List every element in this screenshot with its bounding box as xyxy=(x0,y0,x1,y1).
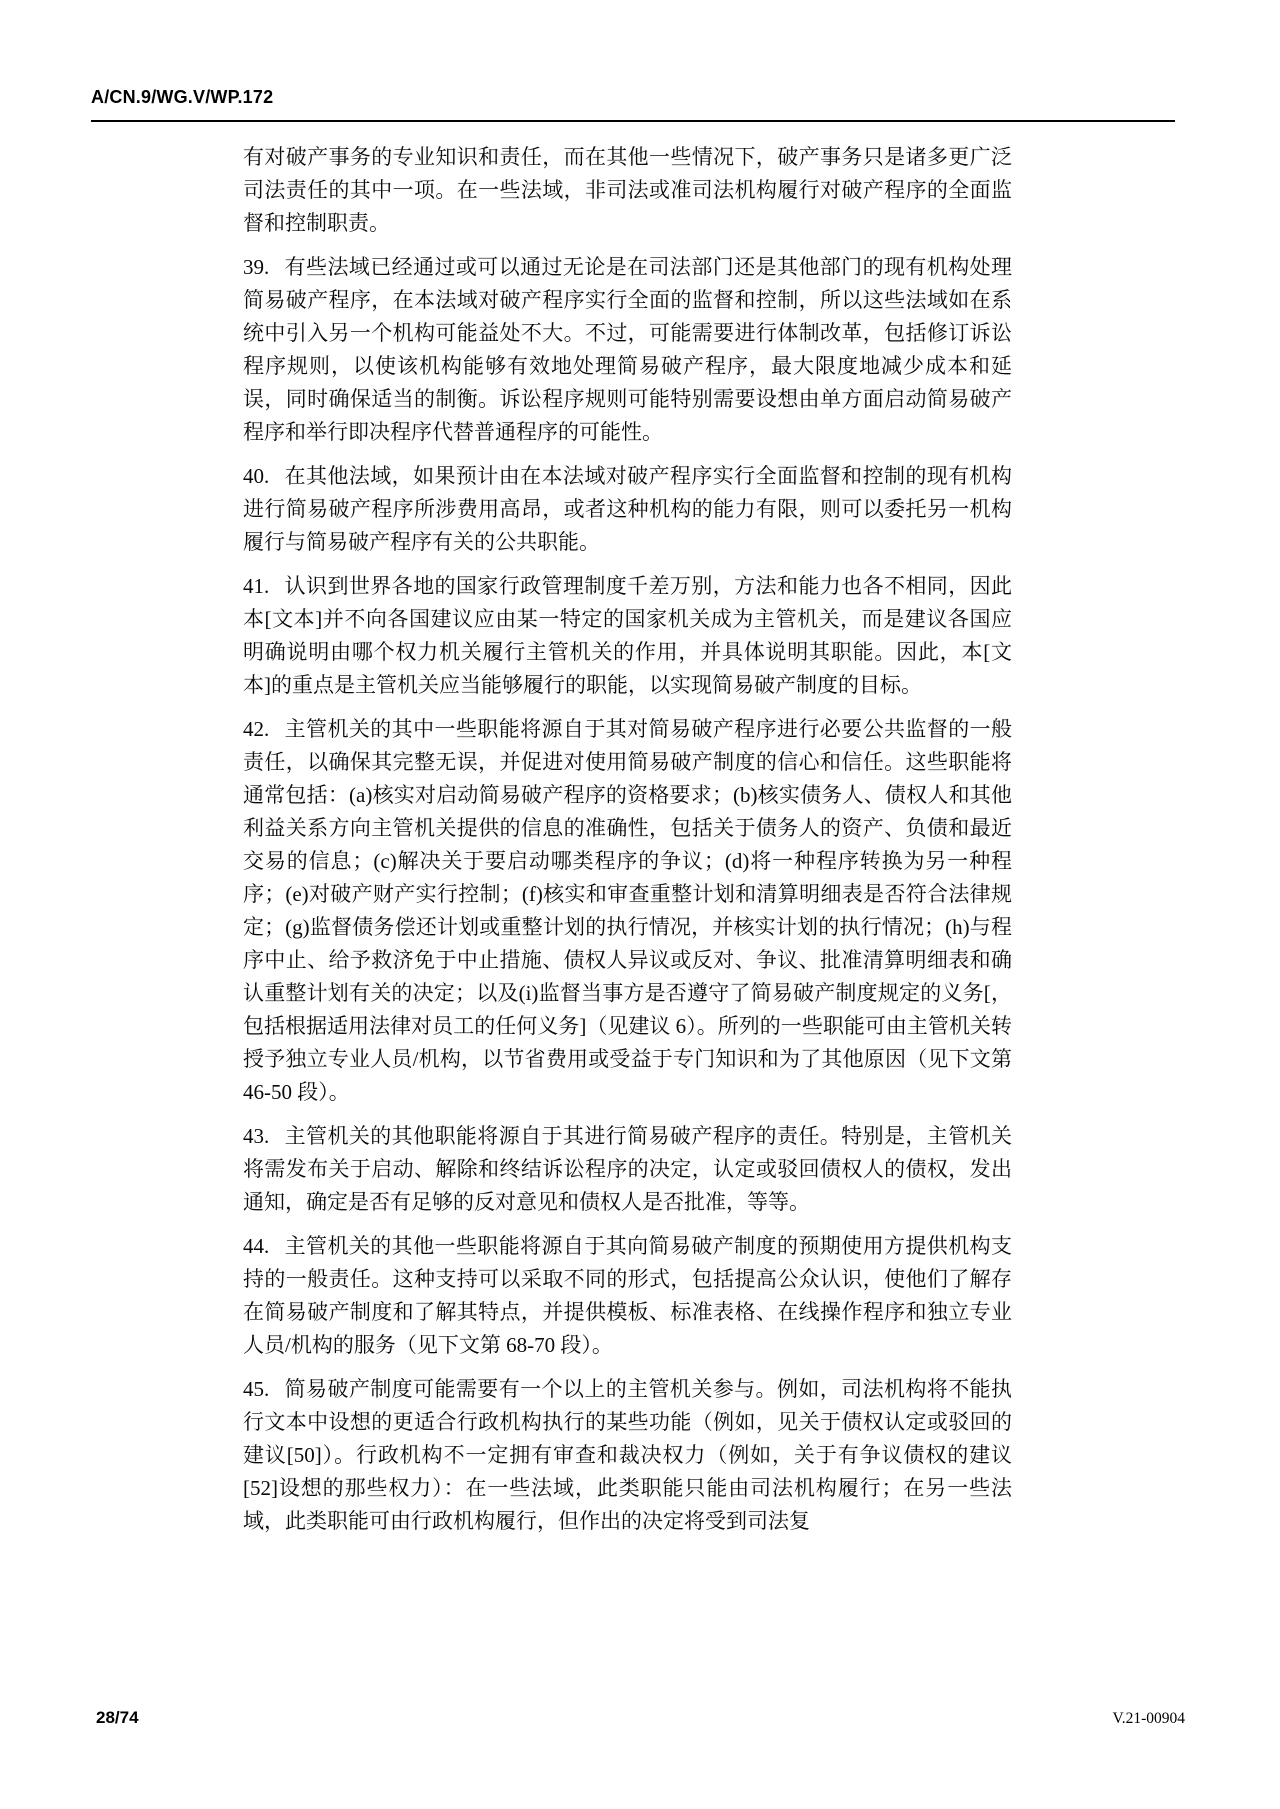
paragraph-44 xyxy=(243,1230,1012,1362)
document-symbol: A/CN.9/WG.V/WP.172 xyxy=(91,87,274,107)
paragraph-number: 41. xyxy=(243,574,270,598)
paragraph-text: 在其他法域，如果预计由在本法域对破产程序实行全面监督和控制的现有机构进行简易破产程序所涉费用高昂，或者这种机构的能力有限，则可以委托另一机构履行与简易破产程序有关的公共职能。 xyxy=(243,464,1012,554)
header-divider xyxy=(91,120,1175,122)
paragraph-41 xyxy=(243,570,1012,702)
paragraph-number: 39. xyxy=(243,255,270,279)
paragraph-number: 40. xyxy=(243,464,270,488)
paragraph-text: 主管机关的其他一些职能将源自于其向简易破产制度的预期使用方提供机构支持的一般责任。这种支持可以采取不同的形式，包括提高公众认识，使他们了解存在简易破产制度和了解其特点，并提供模板、标准表格、在线操作程序和独立专业人员/机构的服务（见下文第 68-70 段）。 xyxy=(243,1234,1012,1357)
paragraph-text: 简易破产制度可能需要有一个以上的主管机关参与。例如，司法机构将不能执行文本中设想的更适合行政机构执行的某些功能（例如，见关于债权认定或驳回的建议[50]）。行政机构不一定拥有审查和裁决权力（例如，关于有争议债权的建议[52]设想的那些权力）：在一些法域，此类职能只能由司法机构履行；在另一些法域，此类职能可由行政机构履行，但作出的决定将受到司法复 xyxy=(243,1377,1012,1533)
document-body xyxy=(243,141,1012,1538)
paragraph-text: 主管机关的其中一些职能将源自于其对简易破产程序进行必要公共监督的一般责任，以确保其完整无误，并促进对使用简易破产制度的信心和信任。这些职能将通常包括：(a)核实对启动简易破产程序的资格要求；(b)核实债务人、债权人和其他利益关系方向主管机关提供的信息的准确性，包括关于债务人的资产、负债和最近交易的信息；(c)解决关于要启动哪类程序的争议；(d)将一种程序转换为另一种程序；(e)对破产财产实行控制；(f)核实和审查重整计划和清算明细表是否符合法律规定；(g)监督债务偿还计划或重整计划的执行情况，并核实计划的执行情况；(h)与程序中止、给予救济免于中止措施、债权人异议或反对、争议、批准清算明细表和确认重整计划有关的决定；以及(i)监督当事方是否遵守了简易破产制度规定的义务[，包括根据适用法律对员工的任何义务]（见建议 6）。所列的一些职能可由主管机关转授予独立专业人员/机构，以节省费用或受益于专门知识和为了其他原因（见下文第 46-50 段）。 xyxy=(243,717,1012,1104)
page-number: 28/74 xyxy=(96,1708,139,1727)
paragraph-40 xyxy=(243,460,1012,559)
paragraph-number: 42. xyxy=(243,717,270,741)
paragraph-42 xyxy=(243,713,1012,1109)
paragraph-text: 有些法域已经通过或可以通过无论是在司法部门还是其他部门的现有机构处理简易破产程序，在本法域对破产程序实行全面的监督和控制，所以这些法域如在系统中引入另一个机构可能益处不大。不过，可能需要进行体制改革，包括修订诉讼程序规则，以使该机构能够有效地处理简易破产程序，最大限度地减少成本和延误，同时确保适当的制衡。诉讼程序规则可能特别需要设想由单方面启动简易破产程序和举行即决程序代替普通程序的可能性。 xyxy=(243,255,1012,444)
paragraph-text: 主管机关的其他职能将源自于其进行简易破产程序的责任。特别是，主管机关将需发布关于启动、解除和终结诉讼程序的决定，认定或驳回债权人的债权，发出通知，确定是否有足够的反对意见和债权人是否批准，等等。 xyxy=(243,1124,1012,1214)
paragraph-text: 有对破产事务的专业知识和责任，而在其他一些情况下，破产事务只是诸多更广泛司法责任的其中一项。在一些法域，非司法或准司法机构履行对破产程序的全面监督和控制职责。 xyxy=(243,145,1012,235)
paragraph-text: 认识到世界各地的国家行政管理制度千差万别，方法和能力也各不相同，因此本[文本]并不向各国建议应由某一特定的国家机关成为主管机关，而是建议各国应明确说明由哪个权力机关履行主管机关的作用，并具体说明其职能。因此，本[文本]的重点是主管机关应当能够履行的职能，以实现简易破产制度的目标。 xyxy=(243,574,1012,697)
paragraph-number: 43. xyxy=(243,1124,270,1148)
document-id: V.21-00904 xyxy=(1112,1710,1185,1727)
paragraph-39 xyxy=(243,251,1012,449)
paragraph-43 xyxy=(243,1120,1012,1219)
paragraph-45 xyxy=(243,1373,1012,1538)
paragraph-number: 45. xyxy=(243,1377,270,1401)
paragraph-continuation xyxy=(243,141,1012,240)
paragraph-number: 44. xyxy=(243,1234,270,1258)
